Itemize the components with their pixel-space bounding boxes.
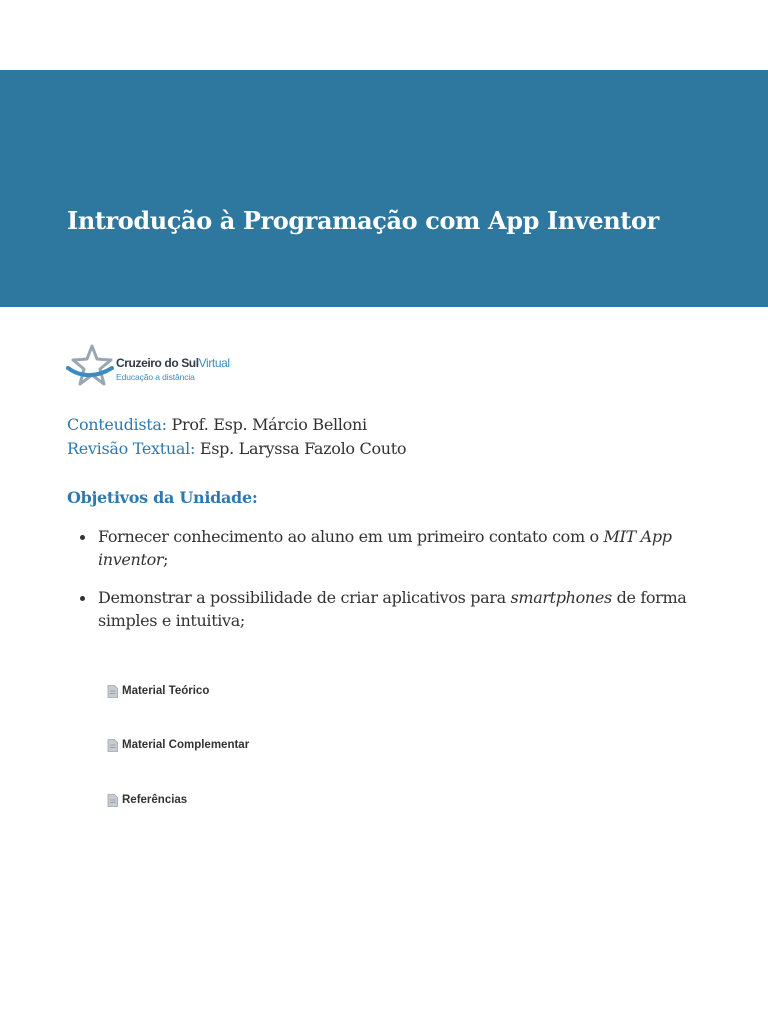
author-label: Conteudista: <box>67 415 167 434</box>
author-value: Prof. Esp. Márcio Belloni <box>171 415 367 434</box>
logo-brand-name: Cruzeiro do Sul <box>116 356 199 370</box>
list-item <box>98 525 718 571</box>
brand-logo <box>66 344 236 388</box>
review-label: Revisão Textual: <box>67 439 196 458</box>
logo-tagline: Educação a distância <box>116 372 195 382</box>
logo-brand-text <box>116 356 230 370</box>
document-icon <box>107 739 118 752</box>
list-item <box>98 586 718 632</box>
link-material-complementar[interactable] <box>107 737 249 753</box>
document-icon <box>107 685 118 698</box>
star-swoosh-icon <box>66 344 114 388</box>
objective-emphasis: smartphones <box>510 588 612 607</box>
objective-text: Demonstrar a possibilidade de criar aplicativos para <box>98 588 511 607</box>
link-label[interactable]: Material Complementar <box>122 739 250 751</box>
link-label[interactable]: Material Teórico <box>122 685 210 697</box>
objective-text-end: de forma simples e intuitiva; <box>98 588 687 630</box>
link-label[interactable]: Referências <box>122 794 188 806</box>
logo-brand-suffix: Virtual <box>198 356 230 370</box>
page-title: Introdução à Programação com App Inventor <box>67 206 659 235</box>
objective-text: Fornecer conhecimento ao aluno em um primeiro contato com o <box>98 527 604 546</box>
header-banner <box>0 70 768 307</box>
objective-text-end: ; <box>163 550 169 569</box>
review-value: Esp. Laryssa Fazolo Couto <box>199 439 407 458</box>
link-referencias[interactable] <box>107 792 187 808</box>
objectives-title: Objetivos da Unidade: <box>67 488 258 507</box>
document-icon <box>107 794 118 807</box>
link-material-teorico[interactable] <box>107 683 209 699</box>
author-line <box>67 415 367 434</box>
review-line <box>67 439 406 458</box>
objectives-list <box>67 525 718 647</box>
objective-emphasis: MIT App inventor <box>98 527 672 569</box>
